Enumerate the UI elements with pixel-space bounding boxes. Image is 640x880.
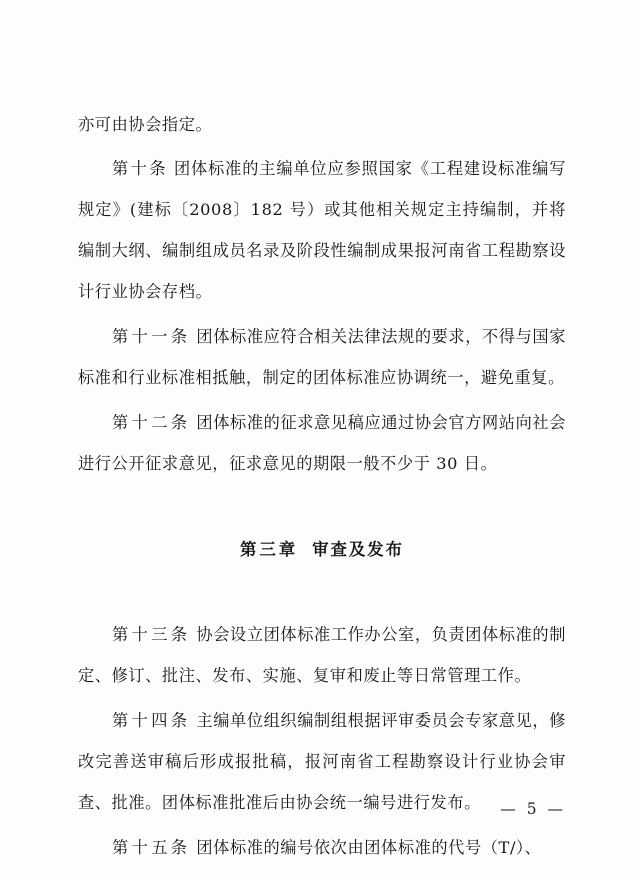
article-label-10: 第十条 <box>112 159 168 178</box>
article-text-11: 团体标准应符合相关法律法规的要求，不得与国家标准和行业标准相抵触，制定的团体标准应协调统一，避免重复。 <box>78 327 566 387</box>
article-text-13: 协会设立团体标准工作办公室，负责团体标准的制定、修订、批注、发布、实施、复审和废止等日常管理工作。 <box>78 625 566 685</box>
article-label-14: 第十四条 <box>112 711 191 730</box>
chapter-number: 第三章 <box>239 540 299 559</box>
article-text-14: 主编单位组织编制组根据评审委员会专家意见，修改完善送审稿后形成报批稿，报河南省工程勘察设计行业协会审查、批准。团体标准批准后由协会统一编号进行发布。 <box>78 711 566 812</box>
article-label-12: 第十二条 <box>112 413 191 432</box>
article-paragraph-14 <box>78 700 566 823</box>
article-paragraph-12 <box>78 402 566 484</box>
article-paragraph-13 <box>78 614 566 696</box>
chapter-heading <box>78 530 566 570</box>
article-label-13: 第十三条 <box>112 625 191 644</box>
article-paragraph-15 <box>78 827 566 868</box>
continued-paragraph <box>78 104 566 145</box>
page-number: — 5 — <box>500 800 566 818</box>
article-label-11: 第十一条 <box>112 327 191 346</box>
article-label-15: 第十五条 <box>112 838 191 857</box>
article-text-15: 团体标准的编号依次由团体标准的代号（T/）、 <box>196 838 542 857</box>
article-paragraph-11 <box>78 316 566 398</box>
continued-text: 亦可由协会指定。 <box>78 115 213 134</box>
article-text-10: 团体标准的主编单位应参照国家《工程建设标准编写规定》(建标〔2008〕182 号）或其他相关规定主持编制，并将编制大纲、编制组成员名录及阶段性编制成果报河南省工程勘察设计行业协会存档。 <box>78 159 566 301</box>
article-text-12: 团体标准的征求意见稿应通过协会官方网站向社会进行公开征求意见，征求意见的期限一般不少于 30 日。 <box>78 413 566 473</box>
chapter-title: 审查及发布 <box>312 540 405 559</box>
article-paragraph-10 <box>78 148 566 312</box>
